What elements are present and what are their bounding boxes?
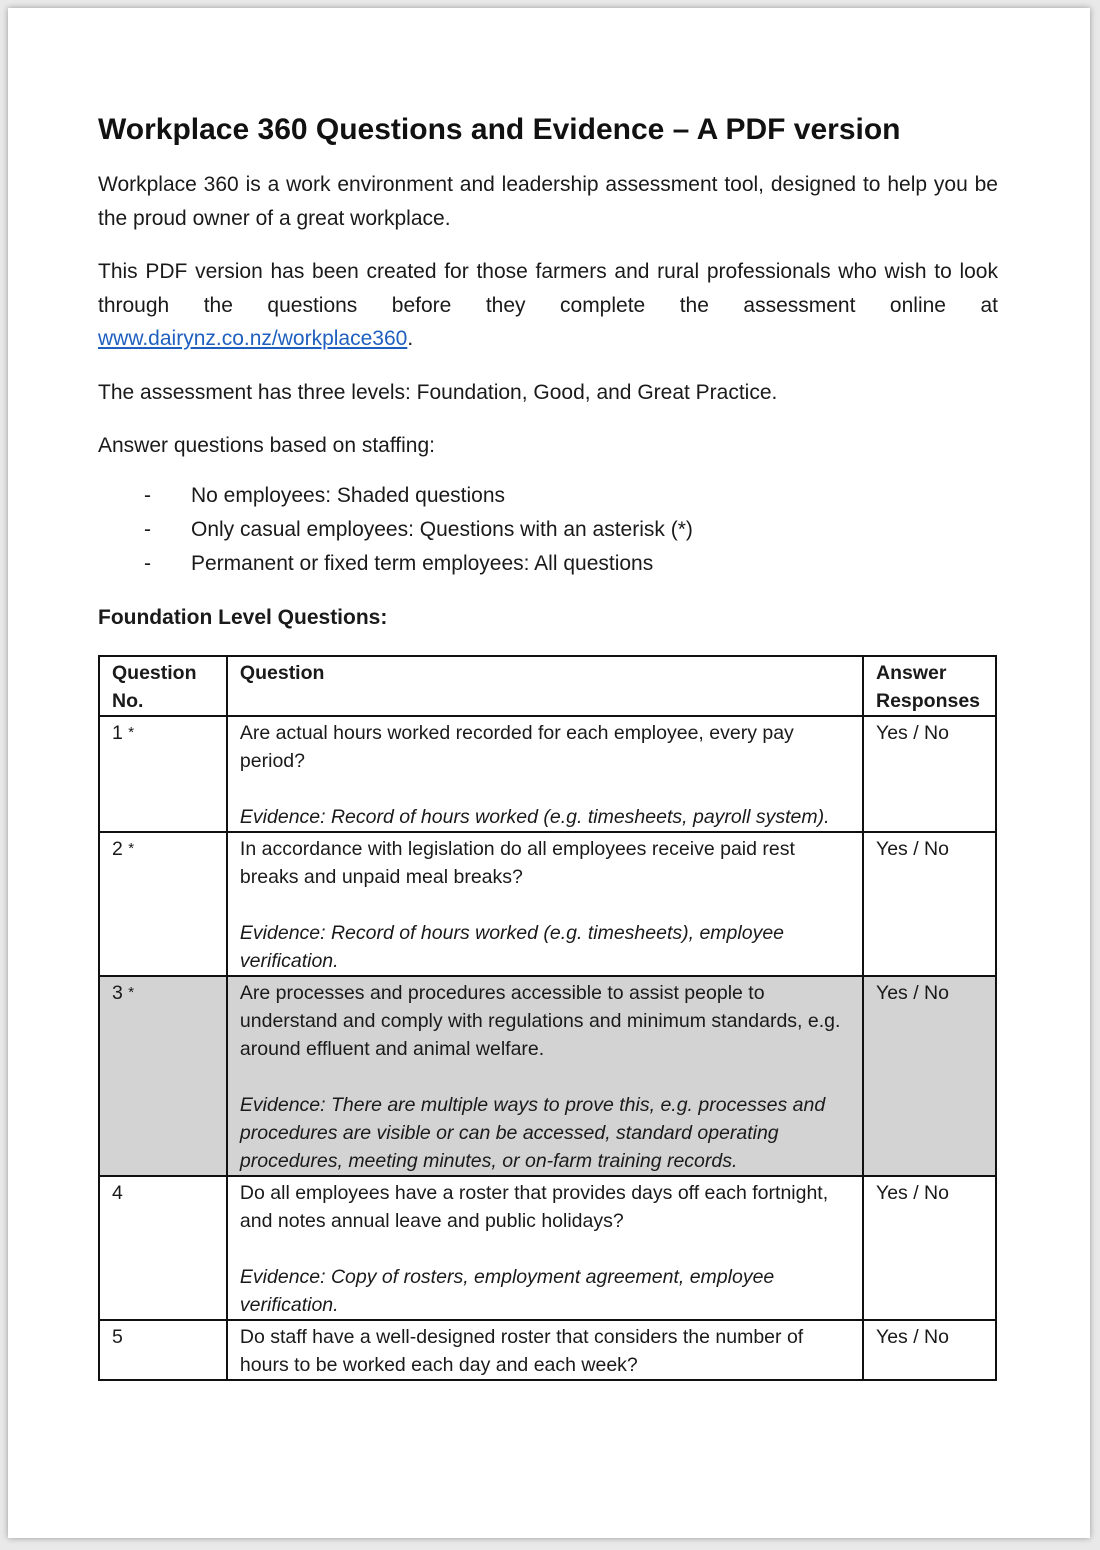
question-text: Are actual hours worked recorded for each employee, every pay period? [239,721,794,772]
question-number: 1 [112,721,123,744]
question-number: 2 [112,837,123,860]
question-number-cell [99,1320,227,1380]
question-text: Do all employees have a roster that provides days off each fortnight, and notes annual leave and public holidays? [239,1181,829,1232]
asterisk-marker: * [128,839,135,857]
staffing-list-item [98,547,998,581]
evidence-text: Evidence: Record of hours worked (e.g. timesheets), employee verification. [239,921,785,972]
question-number: 5 [112,1325,123,1348]
staffing-list [98,479,998,581]
answer-cell: Yes / No [863,716,996,832]
answer-cell: Yes / No [863,1320,996,1380]
intro-paragraph-3: The assessment has three levels: Foundation, Good, and Great Practice. [98,380,778,404]
answer-cell: Yes / No [863,976,996,1176]
question-number-cell [99,716,227,832]
workplace360-link[interactable]: www.dairynz.co.nz/workplace360 [98,327,408,350]
staffing-list-item [98,479,998,513]
header-question-no: Question No. [99,656,227,716]
header-answer-responses: Answer Responses [863,656,996,716]
evidence-text: Evidence: Copy of rosters, employment agreement, employee verification. [239,1265,775,1316]
question-text: Are processes and procedures accessible to assist people to understand and comply with regulations and minimum standards, e.g. around effluent and animal welfare. [239,981,841,1060]
question-cell [227,716,863,832]
intro-paragraph-2-end: . [407,327,414,350]
intro-paragraph-2 [98,255,998,356]
staffing-list-item-text: Only casual employees: Questions with an asterisk (*) [191,517,693,541]
table-row [99,1176,996,1320]
staffing-list-item-text: Permanent or fixed term employees: All questions [191,551,654,575]
table-row [99,716,996,832]
table-row [99,1320,996,1380]
evidence-text: Evidence: Record of hours worked (e.g. timesheets, payroll system). [239,805,830,828]
questions-table [98,655,997,1381]
document-page [8,8,1090,1538]
question-number: 4 [112,1181,123,1204]
question-number-cell [99,832,227,976]
question-cell [227,1176,863,1320]
table-row [99,832,996,976]
question-number-cell [99,976,227,1176]
asterisk-marker: * [128,983,135,1001]
dash-bullet-icon: - [144,551,151,575]
question-text: Do staff have a well-designed roster that considers the number of hours to be worked each day and each week? [239,1325,804,1376]
question-number: 3 [112,981,123,1004]
page-title: Workplace 360 Questions and Evidence – A PDF version [98,113,901,146]
question-cell [227,976,863,1176]
header-question: Question [227,656,863,716]
asterisk-marker: * [128,723,135,741]
question-text: In accordance with legislation do all employees receive paid rest breaks and unpaid meal breaks? [239,837,795,888]
answer-cell: Yes / No [863,832,996,976]
table-row [99,976,996,1176]
section-heading: Foundation Level Questions: [98,605,388,629]
intro-paragraph-1: Workplace 360 is a work environment and leadership assessment tool, designed to help you be the proud owner of a great workplace. [98,173,998,230]
intro-paragraph-2-text: This PDF version has been created for those farmers and rural professionals who wish to look through the questions before they complete the assessment online at [98,260,998,317]
dash-bullet-icon: - [144,517,151,541]
intro-paragraph-4: Answer questions based on staffing: [98,434,435,457]
document-content [98,110,998,1381]
question-cell [227,832,863,976]
question-cell [227,1320,863,1380]
answer-cell: Yes / No [863,1176,996,1320]
dash-bullet-icon: - [144,483,151,507]
question-number-cell [99,1176,227,1320]
table-header-row [99,656,996,716]
staffing-list-item [98,513,998,547]
staffing-list-item-text: No employees: Shaded questions [191,483,506,507]
evidence-text: Evidence: There are multiple ways to prove this, e.g. processes and procedures are visible or can be accessed, standard operating procedures, meeting minutes, or on-farm training records. [239,1093,826,1172]
